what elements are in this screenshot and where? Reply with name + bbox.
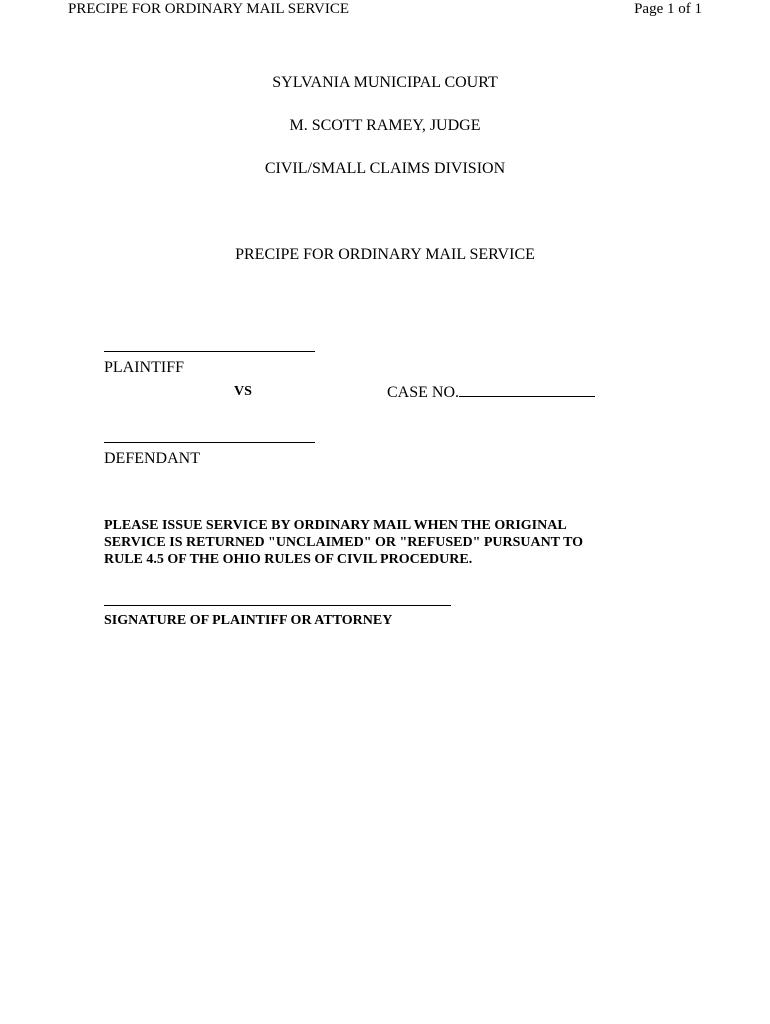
- plaintiff-label: PLAINTIFF: [104, 359, 185, 376]
- case-number-field: [387, 381, 595, 403]
- service-request-notice: [104, 517, 664, 568]
- notice-line: PLEASE ISSUE SERVICE BY ORDINARY MAIL WHEN THE ORIGINAL: [104, 518, 567, 533]
- court-division: CIVIL/SMALL CLAIMS DIVISION: [264, 160, 506, 177]
- plaintiff-name-line: [104, 351, 315, 352]
- running-header-title: PRECIPE FOR ORDINARY MAIL SERVICE: [68, 1, 350, 17]
- vs-label: VS: [234, 384, 252, 399]
- signature-line: [104, 605, 451, 606]
- judge-name: M. SCOTT RAMEY, JUDGE: [289, 117, 481, 134]
- signature-label: SIGNATURE OF PLAINTIFF OR ATTORNEY: [104, 613, 393, 628]
- court-name: SYLVANIA MUNICIPAL COURT: [272, 74, 498, 91]
- case-number-label: CASE NO.: [387, 384, 460, 401]
- defendant-name-line: [104, 442, 315, 443]
- page-indicator: Page 1 of 1: [634, 1, 702, 17]
- notice-line: RULE 4.5 OF THE OHIO RULES OF CIVIL PROCEDURE.: [104, 552, 473, 567]
- form-title: PRECIPE FOR ORDINARY MAIL SERVICE: [235, 246, 535, 263]
- notice-line: SERVICE IS RETURNED "UNCLAIMED" OR "REFUSED" PURSUANT TO: [104, 535, 584, 550]
- defendant-label: DEFENDANT: [104, 450, 200, 467]
- case-number-blank: [459, 381, 595, 397]
